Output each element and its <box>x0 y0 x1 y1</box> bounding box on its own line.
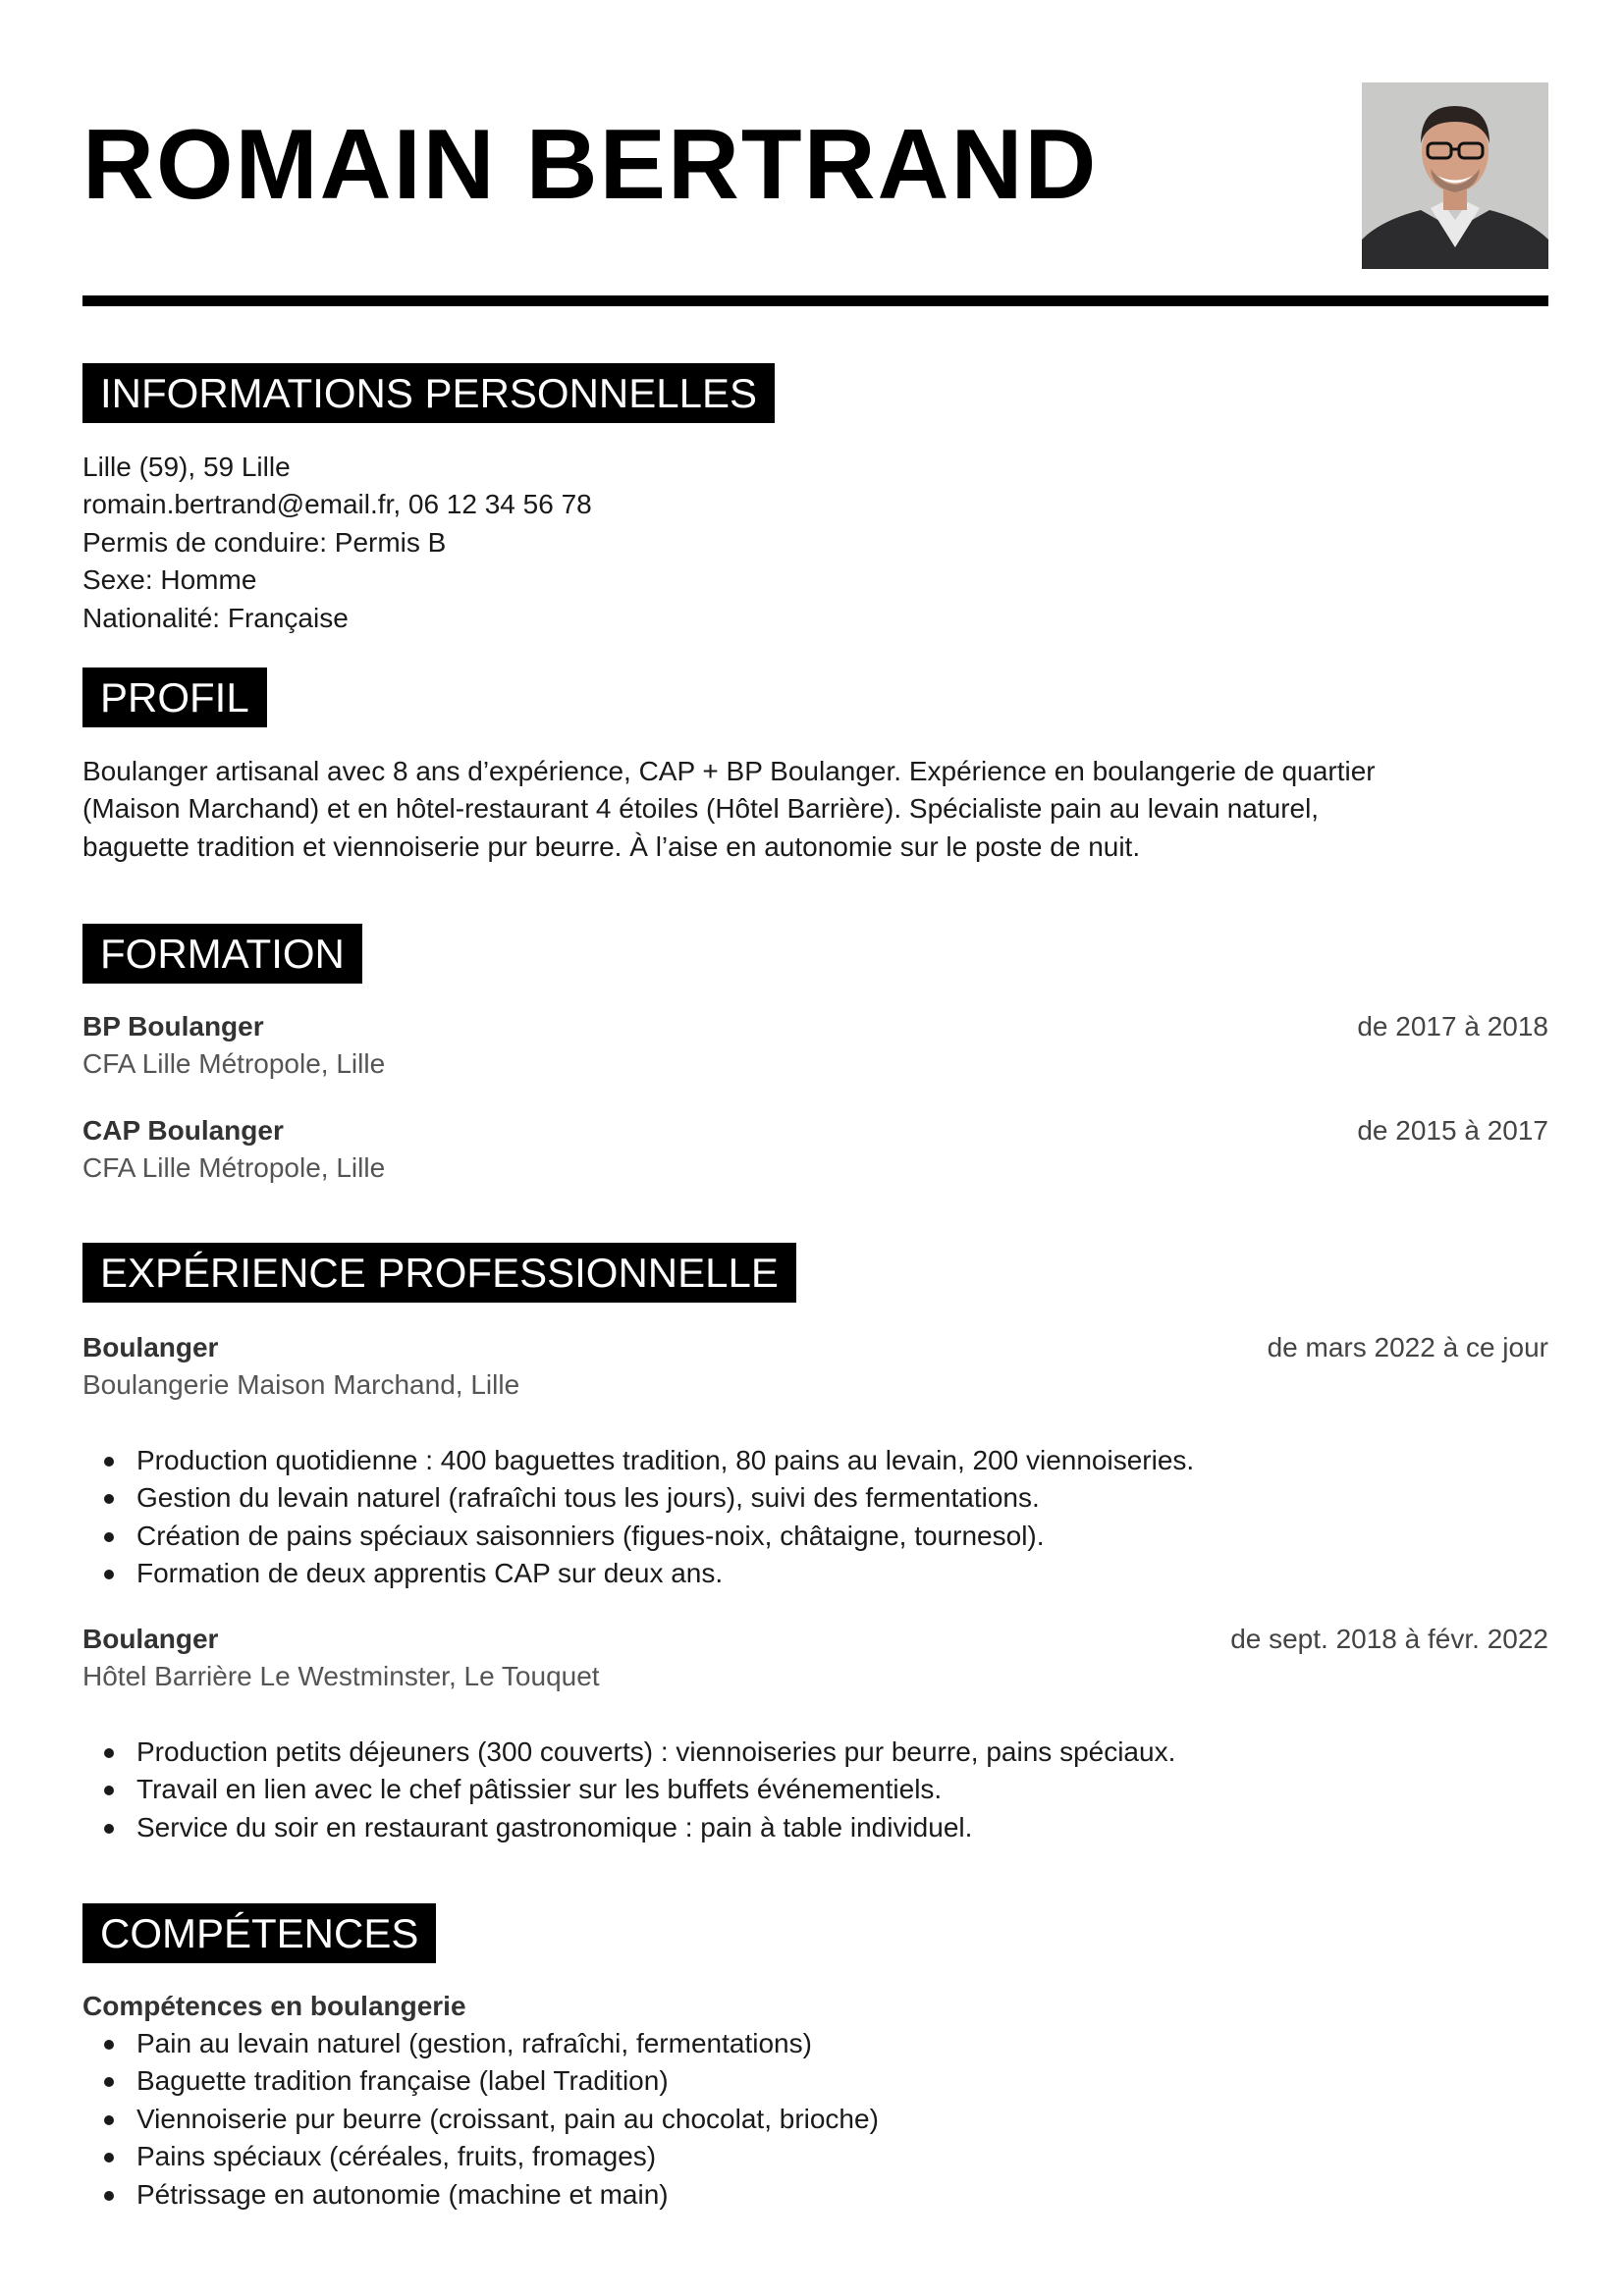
profile-text-line: Boulanger artisanal avec 8 ans d’expérience, CAP + BP Boulanger. Expérience en boulangerie de quartier <box>82 756 1376 786</box>
education-dates: de 2017 à 2018 <box>1357 1011 1548 1041</box>
list-item: Gestion du levain naturel (rafraîchi tous les jours), suivi des fermentations. <box>82 1479 1548 1517</box>
employer-name: Boulangerie Maison Marchand, Lille <box>82 1369 520 1400</box>
section-title-personal-info: INFORMATIONS PERSONNELLES <box>82 363 775 423</box>
job-title: Boulanger <box>82 1332 219 1362</box>
degree-title: CAP Boulanger <box>82 1115 284 1146</box>
list-item: Pains spéciaux (céréales, fruits, fromages) <box>82 2138 1548 2175</box>
profile-block <box>82 753 1548 866</box>
personal-info-block <box>82 449 1548 637</box>
education-entry <box>82 1112 1548 1187</box>
portrait-photo <box>1362 82 1548 269</box>
degree-title: BP Boulanger <box>82 1011 264 1041</box>
list-item: Pain au levain naturel (gestion, rafraîchi, fermentations) <box>82 2025 1548 2062</box>
experience-entry <box>82 1621 1548 1846</box>
list-item: Production quotidienne : 400 baguettes tradition, 80 pains au levain, 200 viennoiseries. <box>82 1442 1548 1479</box>
list-item: Pétrissage en autonomie (machine et main) <box>82 2176 1548 2214</box>
profile-text-line: baguette tradition et viennoiserie pur beurre. À l’aise en autonomie sur le poste de nuit. <box>82 830 1141 862</box>
employer-name: Hôtel Barrière Le Westminster, Le Touquet <box>82 1661 600 1691</box>
skills-subheading: Compétences en boulangerie <box>82 1991 466 2021</box>
gender-line: Sexe: Homme <box>82 564 257 596</box>
skills-block <box>82 1988 1548 2214</box>
section-title-profile: PROFIL <box>82 667 267 727</box>
list-item: Service du soir en restaurant gastronomique : pain à table individuel. <box>82 1809 1548 1846</box>
list-item: Création de pains spéciaux saisonniers (figues-noix, châtaigne, tournesol). <box>82 1518 1548 1555</box>
school-name: CFA Lille Métropole, Lille <box>82 1152 386 1183</box>
experience-entry-head <box>82 1329 1548 1366</box>
list-item: Production petits déjeuners (300 couverts) : viennoiseries pur beurre, pains spéciaux. <box>82 1734 1548 1771</box>
list-item: Travail en lien avec le chef pâtissier sur les buffets événementiels. <box>82 1771 1548 1808</box>
list-item: Formation de deux apprentis CAP sur deux ans. <box>82 1555 1548 1592</box>
job-dates: de sept. 2018 à févr. 2022 <box>1230 1624 1548 1654</box>
experience-entry <box>82 1329 1548 1593</box>
education-entry-head <box>82 1008 1548 1045</box>
job-title: Boulanger <box>82 1624 219 1654</box>
section-title-skills: COMPÉTENCES <box>82 1903 436 1963</box>
profile-text-line: (Maison Marchand) et en hôtel-restaurant 4 étoiles (Hôtel Barrière). Spécialiste pain au levain naturel, <box>82 793 1320 825</box>
driving-license-line: Permis de conduire: Permis B <box>82 526 447 558</box>
school-name: CFA Lille Métropole, Lille <box>82 1048 386 1079</box>
job-tasks-list <box>82 1734 1548 1846</box>
skills-list <box>82 2025 1548 2214</box>
education-dates: de 2015 à 2017 <box>1357 1115 1548 1146</box>
nationality-line: Nationalité: Française <box>82 602 349 633</box>
portrait-photo-image <box>1362 82 1548 269</box>
section-title-education: FORMATION <box>82 924 362 984</box>
list-item: Viennoiserie pur beurre (croissant, pain au chocolat, brioche) <box>82 2101 1548 2138</box>
header-divider <box>82 295 1548 306</box>
candidate-name: ROMAIN BERTRAND <box>82 110 1099 220</box>
section-title-experience: EXPÉRIENCE PROFESSIONNELLE <box>82 1243 796 1303</box>
address-line: Lille (59), 59 Lille <box>82 452 291 482</box>
contact-line: romain.bertrand@email.fr, 06 12 34 56 78 <box>82 489 592 520</box>
experience-entry-head <box>82 1621 1548 1658</box>
education-entry <box>82 1008 1548 1083</box>
job-dates: de mars 2022 à ce jour <box>1267 1332 1548 1362</box>
list-item: Baguette tradition française (label Tradition) <box>82 2062 1548 2100</box>
job-tasks-list <box>82 1442 1548 1593</box>
education-entry-head <box>82 1112 1548 1149</box>
